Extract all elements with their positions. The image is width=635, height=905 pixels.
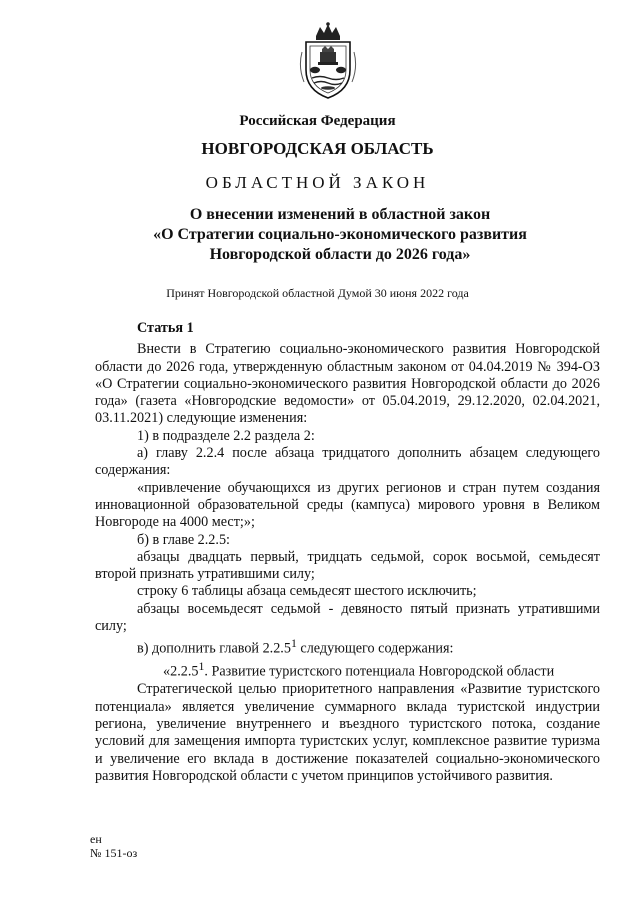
law-title-line: «О Стратегии социально-экономического развития bbox=[153, 226, 527, 243]
paragraph: Стратегической целью приоритетного направления «Развитие туристского потенциала» является увеличение суммарного вклада туристской индустрии региона, увеличение внутреннего и въездного туристского потока, создание условий для замещения импорта туристских услуг, комплексное развитие туризма и увеличение его вклада в достижение показателей социально-экономического развития Новгородской области с учетом принципов устойчивого развития. bbox=[95, 681, 600, 784]
law-title-line: О внесении изменений в областной закон bbox=[189, 206, 491, 223]
region-name: НОВГОРОДСКАЯ ОБЛАСТЬ bbox=[201, 139, 434, 158]
subtitle-text: «2.2.5 bbox=[163, 664, 199, 681]
superscript: 1 bbox=[290, 636, 297, 651]
footer-initials: ен bbox=[90, 832, 102, 846]
document-footer bbox=[90, 832, 137, 860]
item-v-text: следующего содержания: bbox=[296, 641, 454, 658]
law-title-line: Новгородской области до 2026 года» bbox=[209, 246, 471, 263]
superscript: 1 bbox=[198, 659, 205, 674]
country-name: Российская Федерация bbox=[239, 113, 396, 129]
paragraph: 1) в подразделе 2.2 раздела 2: bbox=[137, 427, 315, 444]
subtitle-text: . Развитие туристского потенциала Новгородской области bbox=[204, 664, 555, 681]
paragraph: абзацы двадцать первый, тридцать седьмой, сорок восьмой, семьдесят второй признать утратившими силу; bbox=[95, 548, 600, 583]
paragraph: а) главу 2.2.4 после абзаца тридцатого дополнить абзацем следующего содержания: bbox=[95, 445, 600, 479]
paragraph-item-v bbox=[95, 635, 600, 658]
law-type: ОБЛАСТНОЙ ЗАКОН bbox=[205, 173, 430, 192]
chapter-subtitle bbox=[95, 658, 600, 681]
article-heading: Статья 1 bbox=[137, 320, 194, 336]
paragraph: Внести в Стратегию социально-экономического развития Новгородской области до 2026 года, утвержденную областным законом от 04.04.2019 № 394-ОЗ «О Стратегии социально-экономического развития Новгородской области до 2026 года» (газета «Новгородские ведомости» от 05.04.2019, 29.12.2020, 02.04.2021, 03.11.2021) следующие изменения: bbox=[95, 341, 600, 427]
law-number: № 151-оз bbox=[90, 846, 138, 860]
paragraph: «привлечение обучающихся из других регионов и стран путем создания инновационной образовательной среды (кампуса) мирового уровня в Великом Новгороде на 4000 мест;»; bbox=[95, 479, 600, 531]
article-body bbox=[95, 320, 600, 785]
paragraph: б) в главе 2.2.5: bbox=[137, 531, 230, 548]
paragraph: абзацы восемьдесят седьмой - девяносто пятый признать утратившими силу; bbox=[95, 600, 600, 635]
paragraph: строку 6 таблицы абзаца семьдесят шестого исключить; bbox=[137, 583, 477, 600]
adoption-date: Принят Новгородской областной Думой 30 июня 2022 года bbox=[166, 286, 469, 300]
law-title bbox=[40, 205, 635, 265]
coat-of-arms-icon bbox=[298, 22, 358, 100]
item-v-text: в) дополнить главой 2.2.5 bbox=[137, 641, 291, 658]
